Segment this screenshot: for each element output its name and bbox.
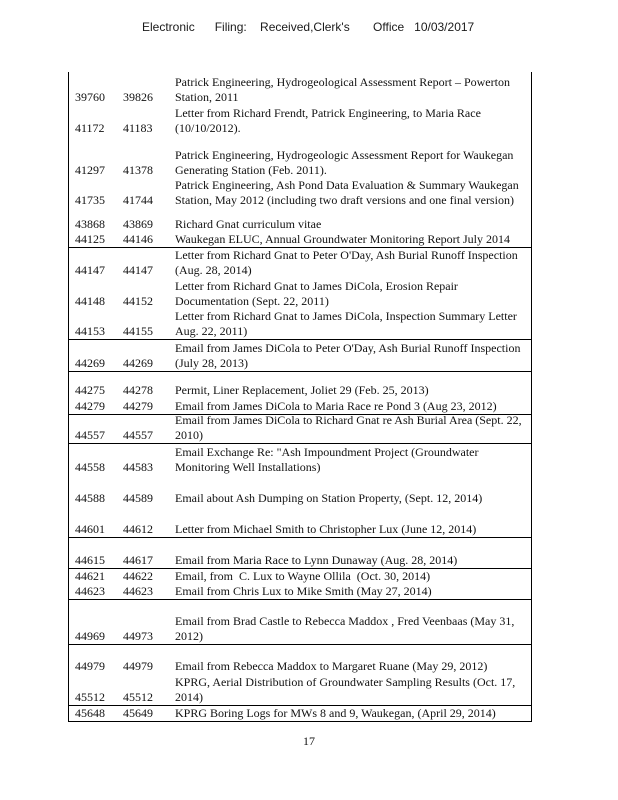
table-row [69, 414, 531, 444]
bates-begin: 44269 [75, 355, 105, 370]
document-description: KPRG, Aerial Distribution of Groundwater Sampling Results (Oct. 17, 2014) [175, 675, 516, 704]
table-row [69, 72, 531, 105]
document-description: Email Exchange Re: "Ash Impoundment Project (Groundwater Monitoring Well Installations) [175, 445, 479, 474]
document-description: Email, from C. Lux to Wayne Ollila (Oct. 30, 2014) [175, 568, 431, 583]
document-description: Email about Ash Dumping on Station Property, (Sept. 12, 2014) [175, 490, 483, 505]
document-description: Email from Brad Castle to Rebecca Maddox , Fred Veenbaas (May 31, 2012) [175, 614, 515, 643]
document-description: Email from James DiCola to Richard Gnat re Ash Burial Area (Sept. 22, 2010) [175, 413, 522, 442]
bates-begin: 44279 [75, 398, 105, 413]
table-row [69, 339, 531, 372]
table-row [69, 309, 531, 339]
bates-begin: 44588 [75, 490, 105, 505]
document-description: Email from James DiCola to Peter O'Day, Ash Burial Runoff Inspection (July 28, 2013) [175, 341, 521, 370]
bates-begin: 44623 [75, 583, 105, 598]
bates-end: 44623 [123, 583, 153, 598]
table-row [69, 674, 531, 705]
table-row [69, 208, 531, 232]
document-description: Letter from Richard Gnat to James DiCola, Inspection Summary Letter Aug. 22, 2011) [175, 309, 517, 338]
document-description: Letter from Richard Gnat to James DiCola, Erosion Repair Documentation (Sept. 22, 2011) [175, 279, 458, 308]
table-row [69, 178, 531, 208]
bates-end: 43869 [123, 216, 153, 231]
bates-end: 45649 [123, 705, 153, 720]
bates-end: 44152 [123, 293, 153, 308]
bates-begin: 44125 [75, 231, 105, 246]
bates-begin: 44557 [75, 427, 105, 442]
table-row [69, 568, 531, 584]
bates-end: 44278 [123, 382, 153, 397]
bates-begin: 41297 [75, 162, 105, 177]
bates-end: 44269 [123, 355, 153, 370]
document-description: Richard Gnat curriculum vitae [175, 216, 322, 231]
document-description: Email from Chris Lux to Mike Smith (May 27, 2014) [175, 583, 432, 598]
table-row [69, 705, 531, 722]
table-row [69, 600, 531, 644]
bates-begin: 45512 [75, 689, 105, 704]
bates-end: 39826 [123, 89, 153, 104]
table-row [69, 136, 531, 178]
table-row [69, 372, 531, 398]
document-description: Permit, Liner Replacement, Joliet 29 (Feb. 25, 2013) [175, 382, 429, 397]
bates-begin: 41735 [75, 192, 105, 207]
bates-begin: 44601 [75, 521, 105, 536]
document-description: Letter from Michael Smith to Christopher Lux (June 12, 2014) [175, 521, 477, 536]
bates-end: 44973 [123, 628, 153, 643]
bates-end: 41744 [123, 192, 153, 207]
table-row [69, 247, 531, 278]
bates-end: 44622 [123, 568, 153, 583]
bates-end: 44147 [123, 262, 153, 277]
document-description: Email from Maria Race to Lynn Dunaway (Aug. 28, 2014) [175, 552, 458, 567]
document-description: Letter from Richard Frendt, Patrick Engineering, to Maria Race (10/10/2012). [175, 106, 481, 135]
bates-begin: 44558 [75, 459, 105, 474]
filing-stamp-header: Electronic Filing: Received,Clerk's Office 10/03/2017 [142, 20, 475, 34]
bates-end: 44146 [123, 231, 153, 246]
document-description: Waukegan ELUC, Annual Groundwater Monitoring Report July 2014 [175, 231, 510, 246]
bates-begin: 44148 [75, 293, 105, 308]
document-description: Letter from Richard Gnat to Peter O'Day, Ash Burial Runoff Inspection (Aug. 28, 2014) [175, 248, 518, 277]
document-description: Patrick Engineering, Hydrogeologic Assessment Report for Waukegan Generating Station (Feb. 2011). [175, 148, 514, 177]
table-row [69, 584, 531, 600]
bates-end: 45512 [123, 689, 153, 704]
table-row [69, 398, 531, 414]
bates-begin: 44621 [75, 568, 105, 583]
bates-begin: 44275 [75, 382, 105, 397]
table-row [69, 506, 531, 537]
table-row [69, 278, 531, 309]
bates-begin: 43868 [75, 216, 105, 231]
bates-end: 44612 [123, 521, 153, 536]
document-description: Email from Rebecca Maddox to Margaret Ruane (May 29, 2012) [175, 658, 488, 673]
bates-begin: 39760 [75, 89, 105, 104]
bates-end: 44583 [123, 459, 153, 474]
bates-begin: 44979 [75, 658, 105, 673]
bates-end: 44589 [123, 490, 153, 505]
document-description: KPRG Boring Logs for MWs 8 and 9, Waukegan, (April 29, 2014) [175, 705, 496, 720]
table-row [69, 644, 531, 674]
bates-end: 44979 [123, 658, 153, 673]
document-description: Patrick Engineering, Hydrogeological Assessment Report – Powerton Station, 2011 [175, 75, 510, 104]
table-row [69, 537, 531, 568]
bates-end: 44557 [123, 427, 153, 442]
document-description: Email from James DiCola to Maria Race re Pond 3 (Aug 23, 2012) [175, 398, 497, 413]
bates-begin: 45648 [75, 705, 105, 720]
table-row [69, 232, 531, 247]
bates-begin: 44615 [75, 552, 105, 567]
table-row [69, 475, 531, 506]
bates-end: 44155 [123, 323, 153, 338]
bates-end: 41183 [123, 120, 153, 135]
bates-begin: 44147 [75, 262, 105, 277]
bates-begin: 41172 [75, 120, 105, 135]
document-description: Patrick Engineering, Ash Pond Data Evaluation & Summary Waukegan Station, May 2012 (including two draft versions and one final version) [175, 178, 519, 207]
table-row [69, 105, 531, 136]
bates-end: 44279 [123, 398, 153, 413]
bates-begin: 44153 [75, 323, 105, 338]
exhibit-table [68, 72, 532, 722]
bates-end: 44617 [123, 552, 153, 567]
bates-begin: 44969 [75, 628, 105, 643]
table-row [69, 444, 531, 475]
bates-end: 41378 [123, 162, 153, 177]
page-number: 17 [303, 734, 315, 748]
